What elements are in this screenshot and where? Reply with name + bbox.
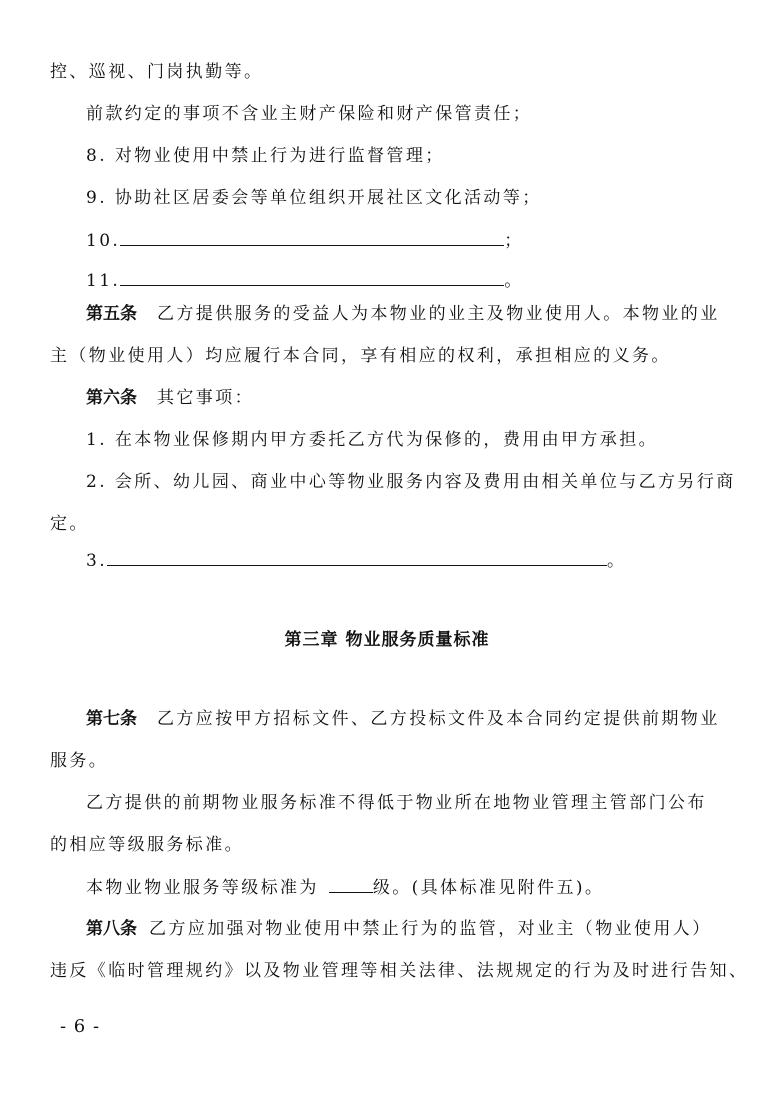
article-label: 第五条 bbox=[86, 304, 137, 324]
blank-item-3 bbox=[86, 548, 724, 573]
text-line: 违反《临时管理规约》以及物业管理等相关法律、法规规定的行为及时进行告知、 bbox=[50, 961, 749, 981]
text-line: 1. 在本物业保修期内甲方委托乙方代为保修的，费用由甲方承担。 bbox=[86, 430, 659, 450]
text-line: 乙方提供的前期物业服务标准不得低于物业所在地物业管理主管部门公布 bbox=[86, 793, 707, 813]
fill-in-blank bbox=[120, 228, 504, 246]
blank-item-10 bbox=[86, 228, 724, 253]
article-text: 乙方提供服务的受益人为本物业的业主及物业使用人。本物业的业 bbox=[157, 304, 720, 324]
service-level-line bbox=[86, 875, 724, 900]
fill-in-blank bbox=[107, 548, 607, 566]
punctuation: ； bbox=[504, 231, 524, 251]
blank-item-11 bbox=[86, 268, 724, 293]
text-line: 2. 会所、幼儿园、商业中心等物业服务内容及费用由相关单位与乙方另行商 bbox=[86, 472, 736, 492]
article-label: 第六条 bbox=[86, 388, 137, 408]
text-line: 9. 协助社区居委会等单位组织开展社区文化活动等； bbox=[86, 188, 542, 208]
article-text: 乙方应按甲方招标文件、乙方投标文件及本合同约定提供前期物业 bbox=[157, 709, 720, 729]
text-line: 定。 bbox=[50, 514, 89, 534]
punctuation: 。 bbox=[504, 271, 524, 291]
text-line: 前款约定的事项不含业主财产保险和财产保管责任； bbox=[86, 104, 533, 124]
item-number: 10. bbox=[86, 231, 121, 251]
article-7 bbox=[86, 707, 724, 731]
article-5 bbox=[86, 302, 724, 326]
chapter-heading: 第三章 物业服务质量标准 bbox=[284, 630, 490, 650]
text-line: 主（物业使用人）均应履行本合同，享有相应的权利，承担相应的义务。 bbox=[50, 346, 671, 366]
article-text: 其它事项： bbox=[157, 388, 254, 408]
article-label: 第八条 bbox=[86, 919, 137, 939]
text-line: 8. 对物业使用中禁止行为进行监督管理； bbox=[86, 146, 445, 166]
item-number: 11. bbox=[86, 271, 121, 291]
article-text: 乙方应加强对物业使用中禁止行为的监管，对业主（物业使用人） bbox=[149, 919, 712, 939]
text-line: 控、巡视、门岗执勤等。 bbox=[50, 62, 264, 82]
item-number: 3. bbox=[86, 551, 108, 571]
text-suffix: 级。(具体标准见附件五)。 bbox=[372, 878, 605, 898]
text-prefix: 本物业物业服务等级标准为 bbox=[86, 878, 319, 898]
fill-in-blank bbox=[329, 875, 373, 893]
text-line: 的相应等级服务标准。 bbox=[50, 835, 244, 855]
page-number: - 6 - bbox=[60, 1016, 101, 1037]
article-label: 第七条 bbox=[86, 709, 137, 729]
article-6 bbox=[86, 386, 724, 410]
punctuation: 。 bbox=[607, 551, 627, 571]
text-line: 服务。 bbox=[50, 751, 109, 771]
fill-in-blank bbox=[120, 268, 504, 286]
article-8 bbox=[86, 917, 724, 941]
